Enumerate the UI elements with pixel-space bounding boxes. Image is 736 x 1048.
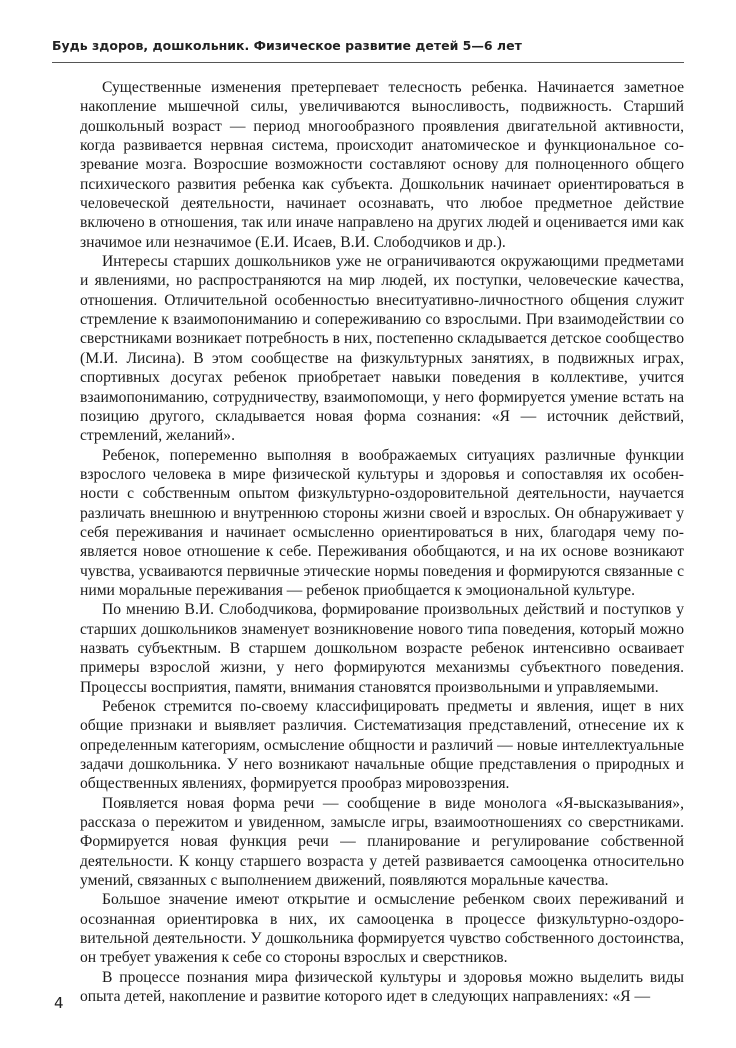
paragraph: Появляется новая форма речи — сообщение в виде монолога «Я-высказывания», рассказа о пережитом и увиденном, замысле игры, взаимоотношениях со сверстниками. Формируется новая функция речи — планирование и регулирование собственной деятельности. К концу старшего возраста у детей развивается самооценка относительно умений, связанных с выполнением движений, появляются моральные качества. [80, 794, 684, 890]
paragraph: Ребенок, попеременно выполняя в воображаемых ситуациях различные функции взрослого человека в мире физической культуры и здоровья и сопоставляя их особенности с собственным опытом физкультурно-оздоровительной деятельности, научается различать внешнюю и внутреннюю стороны жизни своей и взрослых. Он обнаруживает у себя переживания и начинает осмысленно ориентироваться в них, благодаря чему появляется новое отношение к себе. Переживания обобщаются, и на их основе возникают чувства, усваиваются первичные этические нормы поведения и формируются связанные с ними моральные переживания — ребенок приобщается к эмоциональной культуре. [80, 446, 684, 599]
paragraph: В процессе познания мира физической культуры и здоровья можно выделить виды опыта детей, накопление и развитие которого идет в следующих направлениях: «Я — [80, 968, 684, 1006]
running-header: Будь здоров, дошкольник. Физическое развитие детей 5—6 лет [52, 38, 522, 53]
paragraph: По мнению В.И. Слободчикова, формирование произвольных действий и поступков у старших дошкольников знаменует возникновение нового типа поведения, который можно назвать субъектным. В старшем дошкольном возрасте ребенок интенсивно осваивает примеры взрослой жизни, у него формируются механизмы субъектного поведения. Процессы восприятия, памяти, внимания становятся произвольными и управляемыми. [80, 601, 684, 696]
paragraph: Большое значение имеют открытие и осмысление ребенком своих переживаний и осознанная ориентировка в них, их самооценка в процессе физкультурно-оздоровительной деятельности. У дошкольника формируется чувство собственного достоинства, он требует уважения к себе со стороны взрослых и сверстников. [80, 891, 684, 967]
body-text [80, 78, 684, 1007]
paragraph: Интересы старших дошкольников уже не ограничиваются окружающими предметами и явлениями, но распространяются на мир людей, их поступки, человеческие качества, отношения. Отличительной особенностью внеситуативно-личностного общения служит стремление к взаимопониманию и сопереживанию со взрослыми. При взаимодействии со сверстниками возникает потребность в них, постепенно складывается детское сообщество (М.И. Лисина). В этом сообществе на физкультурных занятиях, в подвижных играх, спортивных досугах ребенок приобретает навыки поведения в коллективе, учится взаимопониманию, сотрудничеству, взаимопомощи, у него формируется умение встать на позицию другого, складывается новая форма сознания: «Я — источник действий, стремлений, желаний». [80, 253, 684, 445]
paragraph: Ребенок стремится по-своему классифицировать предметы и явления, ищет в них общие признаки и выявляет различия. Систематизация представлений, отнесение их к определенным категориям, осмысление общности и различий — новые интеллектуальные задачи дошкольника. У него возникают начальные общие представления о природных и общественных явлениях, формируется прообраз мировоззрения. [80, 698, 684, 793]
header-divider [52, 62, 684, 63]
paragraph: Существенные изменения претерпевает телесность ребенка. Начинается заметное накопление мышечной силы, увеличиваются выносливость, подвижность. Старший дошкольный возраст — период многообразного проявления двигательной активности, когда развивается нервная система, происходит анатомическое и функциональное созревание мозга. Возросшие возможности составляют основу для полноценного общего психического развития ребенка как субъекта. Дошкольник начинает ориентироваться в человеческой деятельности, начинает осознавать, что любое предметное действие включено в отношения, так или иначе направлено на других людей и оценивается ими как значимое или незначимое (Е.И. Исаев, В.И. Слободчиков и др.). [80, 79, 684, 251]
page-number: 4 [54, 994, 64, 1012]
